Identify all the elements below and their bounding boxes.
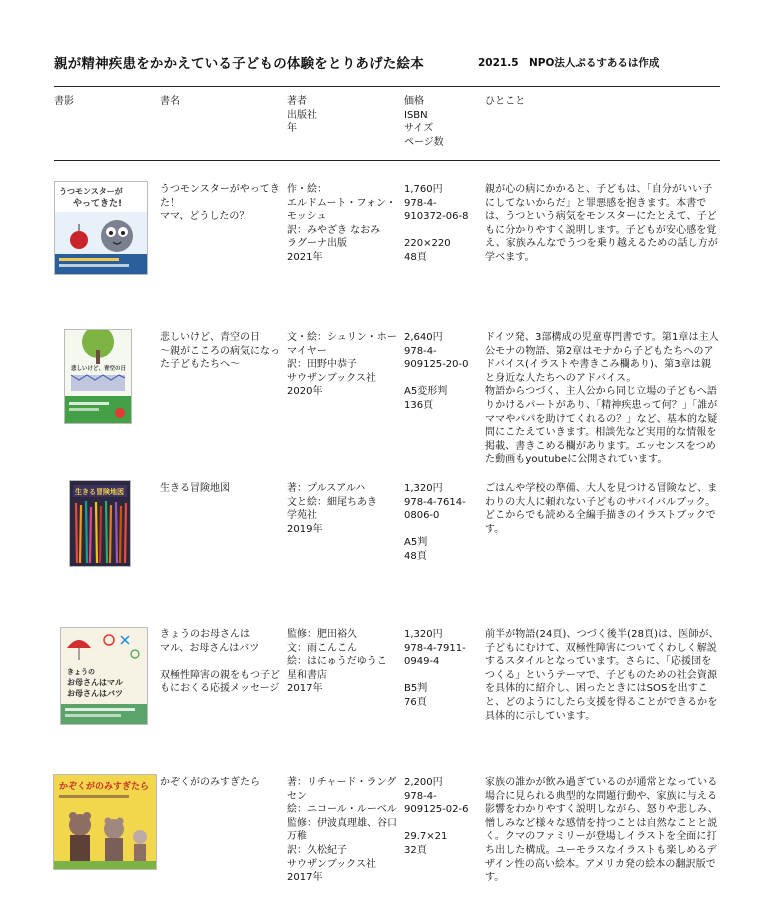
svg-text:かぞくがのみすぎたら: かぞくがのみすぎたら xyxy=(59,782,150,792)
book-author-2: 文・絵：シュリン・ホーマイヤー 訳：田野中恭子 サウザンブックス社 2020年 xyxy=(287,332,397,398)
book-author-5: 著：リチャード・ラングセン 絵：ニコール・ルーベル 監修：伊波真理雄、谷口万稚 訳：久松紀子 サウザンブックス社 2017年 xyxy=(287,777,397,884)
book-price-4: 1,320円 978-4-7911- 0949-4 B5判 76頁 xyxy=(404,629,466,708)
book-title-3: 生きる冒険地図 xyxy=(160,483,230,494)
book-note-3: ごはんや学校の準備、大人を見つける冒険など、まわりの大人に頼れない子どものサバイバルブック。どこからでも読める全編手描きのイラストブックです。 xyxy=(485,483,718,535)
svg-text:お母さんはバツ: お母さんはバツ xyxy=(67,689,123,698)
book-cover-4-illustration xyxy=(61,628,147,724)
book-cover-3-illustration xyxy=(70,481,130,566)
book-title-1: うつモンスターがやってきた！ ママ、どうしたの？ xyxy=(160,184,280,223)
book-note-5: 家族の誰かが飲み過ぎているのが通常となっている場合に見られる典型的な問題行動や、家族に与える影響をわかりやすく説明しながら、怒りや悲しみ、憎しみなど様々な感情を持つことは自然なことと説く。クマのファミリーが登場しイラストを全面に打ち出した構成。ユーモラスなイラストも楽しめるデザイン性の高い絵本。アメリカ発の絵本の翻訳版です。 xyxy=(485,777,718,884)
book-cover-1 xyxy=(54,181,148,275)
book-note-2: ドイツ発、3部構成の児童専門書です。第1章は主人公モナの物語、第2章はモナから子どもたちへのアドバイス(イラストや書きこみ欄あり)、第3章は親と身近な人たちへのアドバイス。 物語からつづく、主人公から同じ立場の子どもへ語りかけるパートがあり、「精神疾患って何？」「誰がママやパパを助けてくれるの？」など、基本的な疑問にこたえていきます。相談先など実用的な情報を掲載、書きこめる欄があります。エッセンスをつめた動画もyoutubeに公開されています。 xyxy=(485,332,719,466)
book-price-1: 1,760円 978-4- 910372-06-8 220×220 48頁 xyxy=(404,184,469,263)
header-note: ひとこと xyxy=(485,96,526,107)
header-cover: 書影 xyxy=(54,96,74,107)
book-cover-5-illustration xyxy=(54,775,156,869)
document-title: 親が精神疾患をかかえている子どもの体験をとりあげた絵本 xyxy=(54,56,424,72)
book-title-5: かぞくがのみすぎたら xyxy=(160,777,260,788)
document-subtitle: 2021.5 NPO法人ぷるすあるは作成 xyxy=(478,57,660,69)
book-author-1: 作・絵： エルドムート・フォン・モッシュ 訳：みやざき なおみ ラグーナ出版 2021年 xyxy=(287,184,396,263)
book-cover-2-illustration xyxy=(65,330,131,423)
top-rule xyxy=(54,86,720,87)
svg-text:生きる冒険地図: 生きる冒険地図 xyxy=(75,488,124,496)
header-price: 価格 ISBN サイズ ページ数 xyxy=(404,96,444,148)
book-title-2: 悲しいけど、青空の日 ～親がこころの病気になった子どもたちへ～ xyxy=(160,332,280,371)
book-author-4: 監修：肥田裕久 文：雨こんこん 絵：はにゅうだゆうこ 星和書店 2017年 xyxy=(287,629,387,695)
book-author-3: 著：プルスアルハ 文と絵：細尾ちあき 学苑社 2019年 xyxy=(287,483,377,535)
book-cover-2 xyxy=(64,329,132,424)
book-cover-5 xyxy=(53,774,157,870)
svg-text:うつモンスターが: うつモンスターが xyxy=(59,187,123,196)
svg-text:やってきた!: やってきた! xyxy=(73,199,123,209)
book-cover-3 xyxy=(69,480,131,567)
book-cover-1-illustration xyxy=(55,182,147,274)
book-note-1: 親が心の病にかかると、子どもは、「自分がいい子にしてないからだ」と罪悪感を抱きます。本書では、うつという病気をモンスターにたとえて、子どもに分かりやすく説明します。子どもが安心感を覚え、家族みんなでうつを乗り越えるための話し方が学べます。 xyxy=(485,184,718,263)
book-note-4: 前半が物語(24頁)、つづく後半(28頁)は、医師が、子どもにむけて、双極性障害についてくわしく解説するスタイルとなっています。さらに、「応援団をつくる」というテーマで、子どものための社会資源を具体的に紹介し、困ったときにはSOSを出すこと、どのようにしたら支援を得ることができるかを具体的に示しています。 xyxy=(485,629,719,722)
svg-text:悲しいけど、青空の日: 悲しいけど、青空の日 xyxy=(71,366,127,372)
svg-text:お母さんはマル: お母さんはマル xyxy=(67,678,123,687)
book-title-4: きょうのお母さんは マル、お母さんはバツ 双極性障害の親をもつ子どもにおくる応援メッセージ xyxy=(160,629,280,695)
book-price-3: 1,320円 978-4-7614- 0806-0 A5判 48頁 xyxy=(404,483,466,562)
book-price-2: 2,640円 978-4- 909125-20-0 A5変形判 136頁 xyxy=(404,332,469,411)
book-price-5: 2,200円 978-4- 909125-02-6 29.7×21 32頁 xyxy=(404,777,469,856)
header-author: 著者 出版社 年 xyxy=(287,96,317,135)
header-title: 書名 xyxy=(160,96,180,107)
svg-text:きょうの: きょうの xyxy=(67,668,95,676)
header-rule xyxy=(54,160,720,161)
book-cover-4 xyxy=(60,627,148,725)
